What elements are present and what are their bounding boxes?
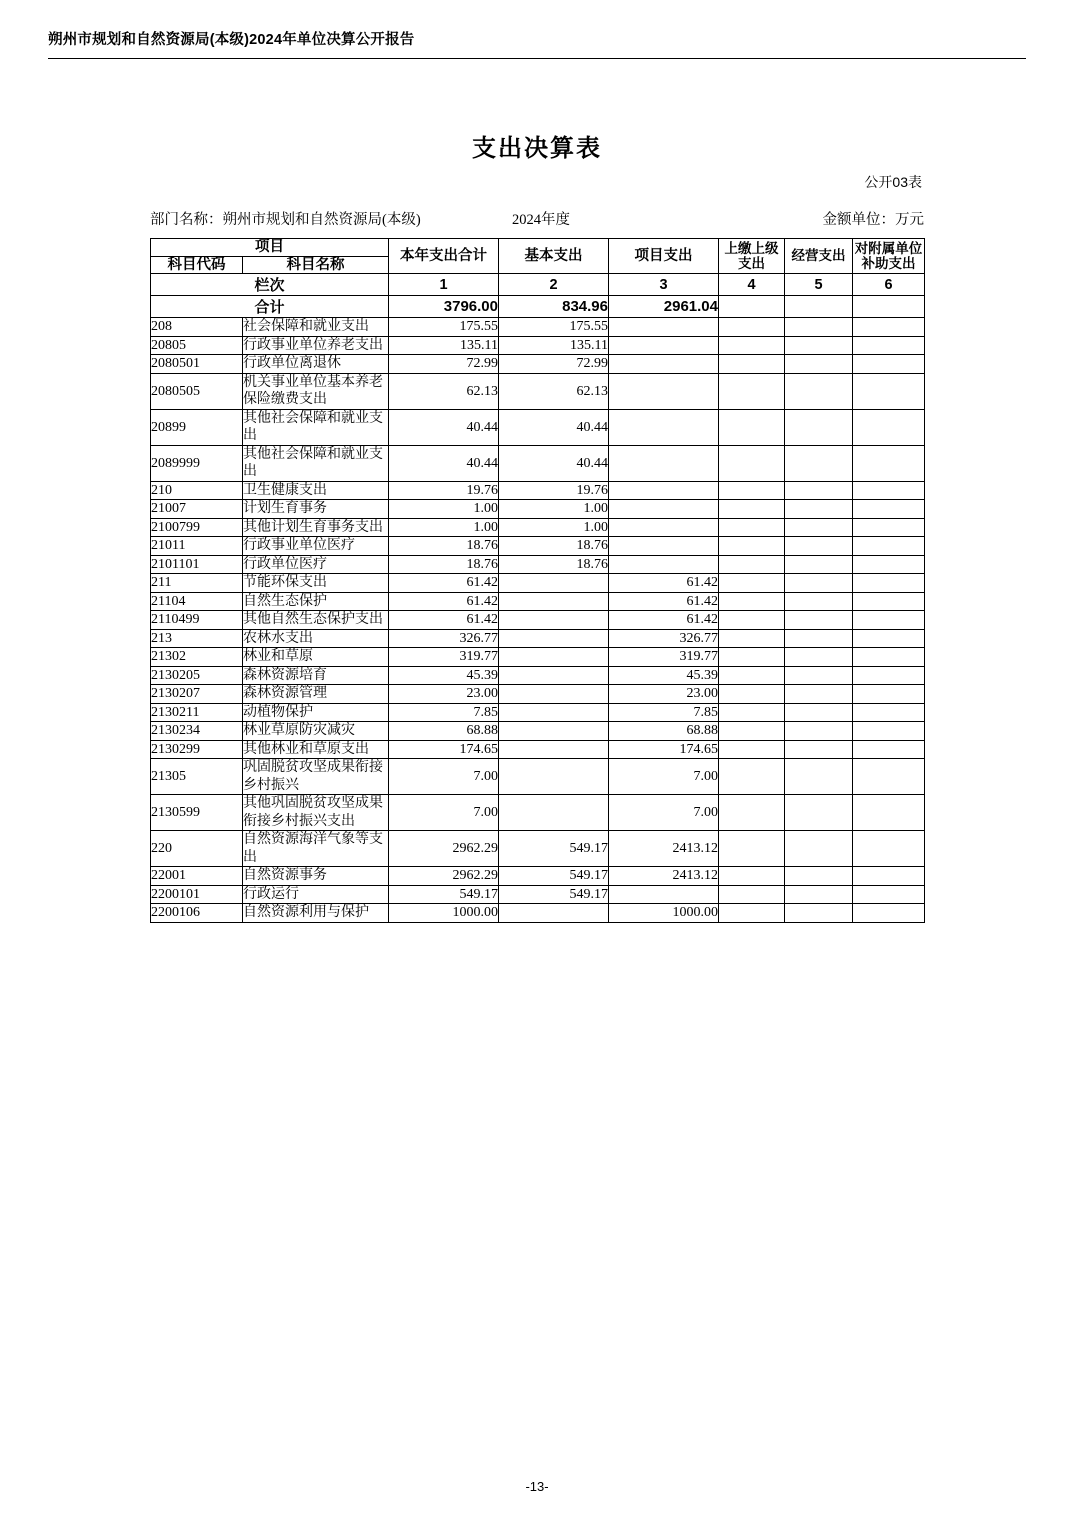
cell-upper (719, 500, 785, 519)
cell-total: 40.44 (389, 409, 499, 445)
cell-operate (785, 518, 853, 537)
cell-name: 行政事业单位养老支出 (243, 336, 389, 355)
cell-code: 21007 (151, 500, 243, 519)
table-row (151, 518, 925, 537)
cell-name: 其他林业和草原支出 (243, 740, 389, 759)
cell-name: 行政事业单位医疗 (243, 537, 389, 556)
page-title: 支出决算表 (472, 135, 602, 162)
table-row (151, 481, 925, 500)
cell-upper (719, 555, 785, 574)
cell-upper (719, 831, 785, 867)
cell-operate (785, 867, 853, 886)
cell-project: 61.42 (609, 611, 719, 630)
cell-subsidy (853, 592, 925, 611)
table-total-row (151, 296, 925, 318)
cell-basic (499, 685, 609, 704)
cell-subsidy (853, 629, 925, 648)
cell-basic: 40.44 (499, 409, 609, 445)
cell-name: 林业和草原 (243, 648, 389, 667)
table-row (151, 795, 925, 831)
cell-project: 2413.12 (609, 831, 719, 867)
cell-basic: 40.44 (499, 445, 609, 481)
cell-total: 40.44 (389, 445, 499, 481)
table-row (151, 445, 925, 481)
cell-upper (719, 481, 785, 500)
cell-upper (719, 355, 785, 374)
table-row (151, 904, 925, 923)
cell-operate (785, 500, 853, 519)
table-row (151, 500, 925, 519)
cell-name: 自然资源海洋气象等支出 (243, 831, 389, 867)
header-group-item: 项目 (151, 239, 389, 257)
cell-total: 62.13 (389, 373, 499, 409)
cell-name: 其他巩固脱贫攻坚成果衔接乡村振兴支出 (243, 795, 389, 831)
fiscal-year: 2024年度 (512, 212, 570, 228)
page-header: 朔州市规划和自然资源局(本级)2024年单位决算公开报告 (48, 28, 1026, 59)
cell-basic (499, 740, 609, 759)
cell-subsidy (853, 685, 925, 704)
total-value-2: 834.96 (499, 296, 609, 318)
cell-operate (785, 759, 853, 795)
cell-name: 其他社会保障和就业支出 (243, 445, 389, 481)
cell-total: 326.77 (389, 629, 499, 648)
table-row (151, 537, 925, 556)
table-header-row-1 (151, 239, 925, 257)
cell-project: 61.42 (609, 592, 719, 611)
cell-project: 7.00 (609, 759, 719, 795)
table-row (151, 611, 925, 630)
cell-operate (785, 537, 853, 556)
table-row (151, 666, 925, 685)
cell-project (609, 373, 719, 409)
cell-subsidy (853, 318, 925, 337)
cell-upper (719, 795, 785, 831)
cell-project: 23.00 (609, 685, 719, 704)
cell-subsidy (853, 481, 925, 500)
cell-total: 7.00 (389, 759, 499, 795)
cell-basic (499, 759, 609, 795)
cell-project (609, 885, 719, 904)
header-basic: 基本支出 (499, 239, 609, 274)
table-row (151, 759, 925, 795)
cell-upper (719, 867, 785, 886)
cell-name: 其他社会保障和就业支出 (243, 409, 389, 445)
cell-name: 行政运行 (243, 885, 389, 904)
cell-operate (785, 409, 853, 445)
cell-basic: 175.55 (499, 318, 609, 337)
cell-total: 68.88 (389, 722, 499, 741)
cell-code: 211 (151, 574, 243, 593)
form-number: 公开03表 (864, 174, 922, 190)
cell-operate (785, 885, 853, 904)
cell-total: 7.00 (389, 795, 499, 831)
cell-subsidy (853, 666, 925, 685)
cell-code: 2130207 (151, 685, 243, 704)
cell-operate (785, 592, 853, 611)
total-value-6 (853, 296, 925, 318)
cell-code: 2130205 (151, 666, 243, 685)
cell-upper (719, 885, 785, 904)
cell-subsidy (853, 759, 925, 795)
cell-name: 行政单位离退休 (243, 355, 389, 374)
cell-code: 2130599 (151, 795, 243, 831)
cell-total: 23.00 (389, 685, 499, 704)
header-name: 科目名称 (243, 256, 389, 274)
cell-project (609, 409, 719, 445)
cell-name: 自然资源利用与保护 (243, 904, 389, 923)
cell-name: 机关事业单位基本养老保险缴费支出 (243, 373, 389, 409)
cell-project: 7.00 (609, 795, 719, 831)
cell-basic: 19.76 (499, 481, 609, 500)
cell-project (609, 500, 719, 519)
cell-basic: 62.13 (499, 373, 609, 409)
cell-project: 68.88 (609, 722, 719, 741)
cell-total: 1000.00 (389, 904, 499, 923)
cell-name: 行政单位医疗 (243, 555, 389, 574)
cell-upper (719, 648, 785, 667)
cell-operate (785, 722, 853, 741)
cell-name: 自然资源事务 (243, 867, 389, 886)
cell-total: 18.76 (389, 555, 499, 574)
table-row (151, 648, 925, 667)
rank-5: 5 (785, 274, 853, 296)
cell-total: 45.39 (389, 666, 499, 685)
cell-operate (785, 574, 853, 593)
cell-subsidy (853, 722, 925, 741)
cell-code: 208 (151, 318, 243, 337)
cell-code: 20805 (151, 336, 243, 355)
cell-subsidy (853, 740, 925, 759)
cell-basic (499, 722, 609, 741)
cell-project: 326.77 (609, 629, 719, 648)
cell-basic: 1.00 (499, 518, 609, 537)
cell-code: 2130234 (151, 722, 243, 741)
cell-subsidy (853, 409, 925, 445)
cell-upper (719, 336, 785, 355)
cell-basic: 1.00 (499, 500, 609, 519)
cell-basic (499, 904, 609, 923)
cell-code: 21011 (151, 537, 243, 556)
cell-upper (719, 409, 785, 445)
cell-code: 210 (151, 481, 243, 500)
cell-basic (499, 795, 609, 831)
cell-upper (719, 574, 785, 593)
cell-project (609, 537, 719, 556)
header-subsidy: 对附属单位补助支出 (853, 239, 925, 274)
cell-subsidy (853, 445, 925, 481)
table-row (151, 722, 925, 741)
table-row (151, 355, 925, 374)
total-value-4 (719, 296, 785, 318)
cell-name: 森林资源培育 (243, 666, 389, 685)
page-number: -13- (525, 1479, 549, 1494)
cell-subsidy (853, 355, 925, 374)
cell-code: 2080505 (151, 373, 243, 409)
cell-subsidy (853, 703, 925, 722)
total-label: 合计 (151, 296, 389, 318)
rank-6: 6 (853, 274, 925, 296)
cell-project: 2413.12 (609, 867, 719, 886)
header-operate: 经营支出 (785, 239, 853, 274)
cell-operate (785, 666, 853, 685)
cell-basic (499, 574, 609, 593)
expenditure-table (150, 238, 925, 923)
table-row (151, 409, 925, 445)
cell-operate (785, 445, 853, 481)
cell-project (609, 445, 719, 481)
cell-subsidy (853, 611, 925, 630)
cell-operate (785, 648, 853, 667)
cell-name: 节能环保支出 (243, 574, 389, 593)
cell-operate (785, 318, 853, 337)
cell-upper (719, 611, 785, 630)
cell-upper (719, 537, 785, 556)
cell-total: 61.42 (389, 592, 499, 611)
table-row (151, 555, 925, 574)
cell-operate (785, 336, 853, 355)
table-row (151, 373, 925, 409)
table-row (151, 336, 925, 355)
cell-total: 2962.29 (389, 831, 499, 867)
cell-upper (719, 518, 785, 537)
cell-code: 21302 (151, 648, 243, 667)
cell-total: 19.76 (389, 481, 499, 500)
cell-total: 72.99 (389, 355, 499, 374)
department-name: 部门名称：朔州市规划和自然资源局(本级) (150, 212, 421, 228)
cell-code: 21305 (151, 759, 243, 795)
cell-project: 45.39 (609, 666, 719, 685)
cell-total: 1.00 (389, 518, 499, 537)
cell-operate (785, 795, 853, 831)
cell-upper (719, 722, 785, 741)
cell-upper (719, 904, 785, 923)
cell-operate (785, 831, 853, 867)
cell-basic: 549.17 (499, 885, 609, 904)
cell-project: 1000.00 (609, 904, 719, 923)
rank-label: 栏次 (151, 274, 389, 296)
rank-1: 1 (389, 274, 499, 296)
cell-basic: 18.76 (499, 555, 609, 574)
cell-name: 其他自然生态保护支出 (243, 611, 389, 630)
table-row (151, 685, 925, 704)
cell-code: 20899 (151, 409, 243, 445)
cell-operate (785, 685, 853, 704)
cell-upper (719, 629, 785, 648)
rank-4: 4 (719, 274, 785, 296)
cell-total: 135.11 (389, 336, 499, 355)
cell-subsidy (853, 904, 925, 923)
cell-code: 2089999 (151, 445, 243, 481)
header-upper: 上缴上级支出 (719, 239, 785, 274)
cell-total: 61.42 (389, 611, 499, 630)
cell-subsidy (853, 648, 925, 667)
cell-code: 220 (151, 831, 243, 867)
cell-subsidy (853, 795, 925, 831)
cell-project: 319.77 (609, 648, 719, 667)
cell-project (609, 355, 719, 374)
cell-subsidy (853, 555, 925, 574)
cell-project: 174.65 (609, 740, 719, 759)
cell-name: 动植物保护 (243, 703, 389, 722)
amount-unit: 金额单位：万元 (822, 212, 924, 228)
cell-project (609, 336, 719, 355)
table-row (151, 592, 925, 611)
cell-total: 18.76 (389, 537, 499, 556)
table-row (151, 318, 925, 337)
cell-upper (719, 666, 785, 685)
cell-upper (719, 759, 785, 795)
cell-subsidy (853, 500, 925, 519)
cell-code: 213 (151, 629, 243, 648)
header-project: 项目支出 (609, 239, 719, 274)
total-value-1: 3796.00 (389, 296, 499, 318)
header-total: 本年支出合计 (389, 239, 499, 274)
cell-basic (499, 703, 609, 722)
cell-basic: 72.99 (499, 355, 609, 374)
cell-upper (719, 318, 785, 337)
cell-subsidy (853, 537, 925, 556)
cell-code: 2100799 (151, 518, 243, 537)
cell-subsidy (853, 831, 925, 867)
total-value-3: 2961.04 (609, 296, 719, 318)
cell-operate (785, 904, 853, 923)
cell-total: 7.85 (389, 703, 499, 722)
cell-subsidy (853, 867, 925, 886)
cell-project (609, 555, 719, 574)
cell-name: 森林资源管理 (243, 685, 389, 704)
cell-operate (785, 629, 853, 648)
rank-2: 2 (499, 274, 609, 296)
cell-code: 2110499 (151, 611, 243, 630)
cell-total: 319.77 (389, 648, 499, 667)
cell-basic (499, 629, 609, 648)
cell-project (609, 481, 719, 500)
cell-upper (719, 373, 785, 409)
cell-code: 2130299 (151, 740, 243, 759)
cell-operate (785, 373, 853, 409)
cell-basic (499, 611, 609, 630)
meta-row (150, 208, 924, 228)
cell-upper (719, 685, 785, 704)
cell-operate (785, 703, 853, 722)
total-value-5 (785, 296, 853, 318)
header-code: 科目代码 (151, 256, 243, 274)
table-rank-row (151, 274, 925, 296)
cell-code: 21104 (151, 592, 243, 611)
cell-operate (785, 355, 853, 374)
cell-name: 其他计划生育事务支出 (243, 518, 389, 537)
cell-name: 林业草原防灾减灾 (243, 722, 389, 741)
cell-basic: 549.17 (499, 831, 609, 867)
cell-upper (719, 740, 785, 759)
cell-code: 22001 (151, 867, 243, 886)
cell-subsidy (853, 373, 925, 409)
cell-total: 174.65 (389, 740, 499, 759)
cell-name: 社会保障和就业支出 (243, 318, 389, 337)
cell-name: 计划生育事务 (243, 500, 389, 519)
cell-subsidy (853, 336, 925, 355)
cell-subsidy (853, 574, 925, 593)
cell-project (609, 518, 719, 537)
table-row (151, 831, 925, 867)
cell-code: 2200101 (151, 885, 243, 904)
cell-total: 61.42 (389, 574, 499, 593)
cell-project (609, 318, 719, 337)
cell-code: 2130211 (151, 703, 243, 722)
table-row (151, 885, 925, 904)
cell-code: 2101101 (151, 555, 243, 574)
cell-total: 549.17 (389, 885, 499, 904)
cell-subsidy (853, 885, 925, 904)
cell-total: 2962.29 (389, 867, 499, 886)
table-row (151, 703, 925, 722)
cell-name: 卫生健康支出 (243, 481, 389, 500)
cell-code: 2080501 (151, 355, 243, 374)
cell-upper (719, 703, 785, 722)
cell-subsidy (853, 518, 925, 537)
cell-operate (785, 611, 853, 630)
cell-operate (785, 481, 853, 500)
cell-upper (719, 592, 785, 611)
cell-name: 自然生态保护 (243, 592, 389, 611)
table-row (151, 740, 925, 759)
cell-basic: 135.11 (499, 336, 609, 355)
table-row (151, 629, 925, 648)
cell-operate (785, 740, 853, 759)
table-row (151, 867, 925, 886)
cell-basic (499, 592, 609, 611)
cell-project: 61.42 (609, 574, 719, 593)
rank-3: 3 (609, 274, 719, 296)
cell-code: 2200106 (151, 904, 243, 923)
cell-basic: 549.17 (499, 867, 609, 886)
table-row (151, 574, 925, 593)
cell-total: 175.55 (389, 318, 499, 337)
cell-name: 农林水支出 (243, 629, 389, 648)
cell-name: 巩固脱贫攻坚成果衔接乡村振兴 (243, 759, 389, 795)
cell-basic (499, 666, 609, 685)
cell-upper (719, 445, 785, 481)
cell-basic (499, 648, 609, 667)
cell-operate (785, 555, 853, 574)
cell-total: 1.00 (389, 500, 499, 519)
table-body (151, 318, 925, 923)
cell-project: 7.85 (609, 703, 719, 722)
cell-basic: 18.76 (499, 537, 609, 556)
